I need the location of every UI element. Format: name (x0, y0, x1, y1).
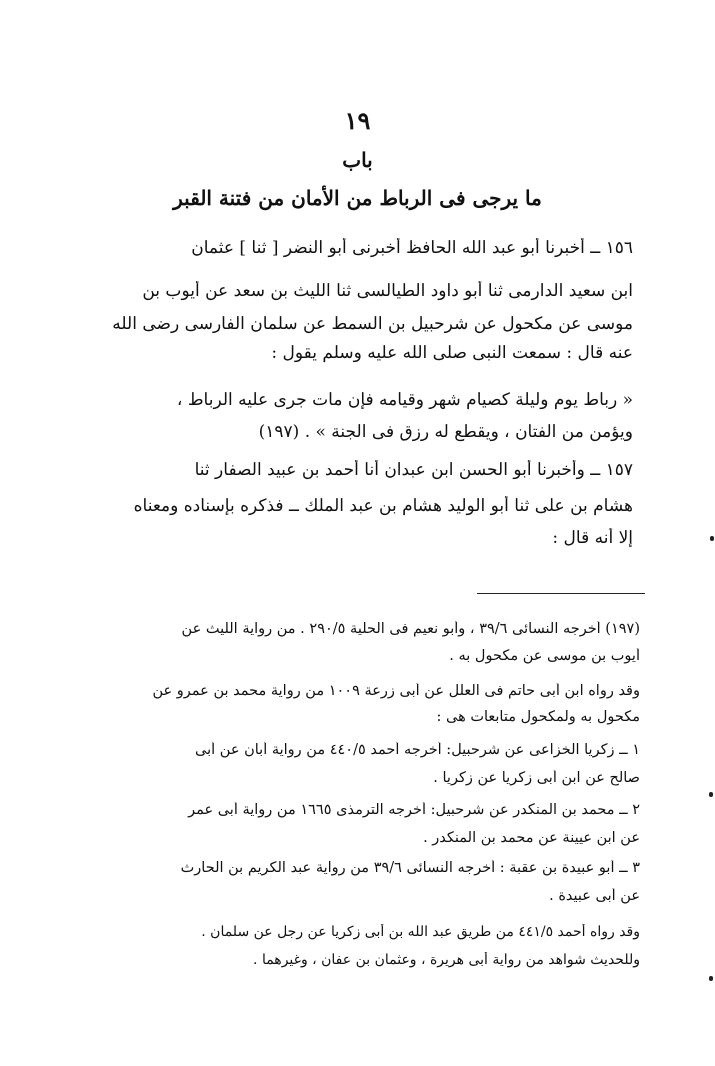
chapter-title: ما يرجى فى الرباط من الأمان من فتنة القبر (173, 186, 542, 210)
body-line: « رباط يوم وليلة كصيام شهر وقيامه فإن مات جرى عليه الرباط ، (176, 390, 633, 410)
chapter-label: باب (342, 148, 373, 172)
body-line: ويؤمن من الفتان ، ويقطع له رزق فى الجنة » . (١٩٧) (258, 422, 633, 442)
footnote-line: ١ ــ زكريا الخزاعى عن شرحبيل: أخرجه أحمد ٤٤٠/٥ من رواية أبان عن أبى (195, 742, 640, 758)
footnote-line: (١٩٧) أخرجه النسائى ٣٩/٦ ، وأبو نعيم فى الحلية ٢٩٠/٥ . من رواية الليث عن (181, 621, 640, 637)
footnote-separator (477, 593, 645, 594)
footnote-line: وللحديث شواهد من رواية أبى هريرة ، وعثمان بن عفان ، وغيرهما . (253, 952, 640, 968)
footnote-line: وقد رواه أحمد ٤٤١/٥ من طريق عبد الله بن أبى زكريا عن رجل عن سلمان . (201, 924, 640, 940)
page-number: ١٩ (344, 106, 371, 135)
scan-speck (709, 976, 713, 981)
body-line: إلا أنه قال : (552, 528, 633, 548)
body-line: موسى عن مكحول عن شرحبيل بن السمط عن سلمان الفارسى رضى الله (112, 314, 633, 334)
footnote-line: عن ابن عيينة عن محمد بن المنكدر . (423, 830, 640, 846)
footnote-line: مكحول به ولمكحول متابعات هى : (436, 709, 640, 725)
body-line: ١٥٧ ــ وأخبرنا أبو الحسن ابن عبدان أنا أحمد بن عبيد الصفار ثنا (194, 460, 633, 480)
footnote-line: صالح عن ابن أبى زكريا عن زكريا . (433, 770, 640, 786)
body-line: هشام بن على ثنا أبو الوليد هشام بن عبد الملك ــ فذكره بإسناده ومعناه (133, 496, 633, 516)
scan-speck (709, 792, 713, 797)
footnote-line: ٣ ــ أبو عبيدة بن عقبة : أخرجه النسائى ٣٩/٦ من رواية عبد الكريم بن الحارث (180, 860, 640, 876)
footnote-line: ٢ ــ محمد بن المنكدر عن شرحبيل: أخرجه الترمذى ١٦٦٥ من رواية أبى عمر (188, 802, 640, 818)
body-line: ابن سعيد الدارمى ثنا أبو داود الطيالسى ثنا الليث بن سعد عن أيوب بن (142, 281, 633, 301)
scan-speck (710, 536, 714, 541)
body-line: ١٥٦ ــ أخبرنا أبو عبد الله الحافظ أخبرنى أبو النضر [ ثنا ] عثمان (191, 238, 633, 258)
footnote-line: أيوب بن موسى عن مكحول به . (449, 648, 640, 664)
footnote-line: عن أبى عبيدة . (549, 888, 640, 904)
body-line: عنه قال : سمعت النبى صلى الله عليه وسلم يقول : (271, 343, 633, 363)
footnote-line: وقد رواه ابن أبى حاتم فى العلل عن أبى زرعة ١٠٠٩ من رواية محمد بن عمرو عن (152, 683, 640, 699)
